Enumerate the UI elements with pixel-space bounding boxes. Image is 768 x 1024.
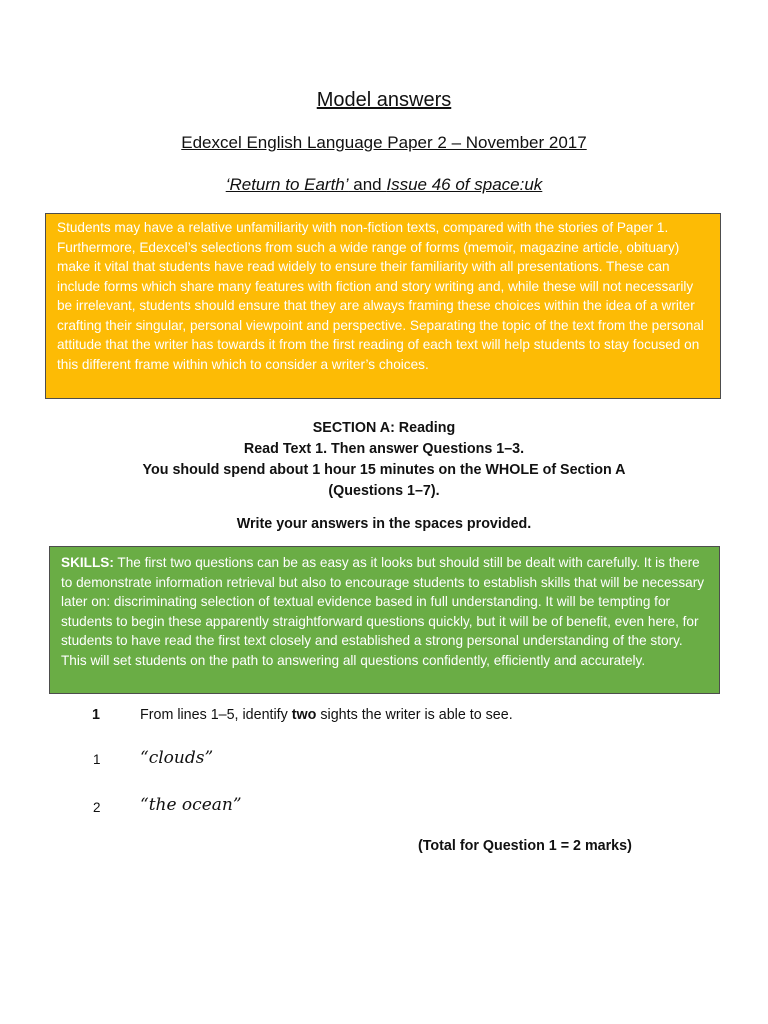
question-text-before: From lines 1–5, identify (140, 707, 292, 723)
question-text (140, 707, 513, 723)
question-text-bold: two (291, 707, 317, 723)
intro-note-text: Students may have a relative unfamiliarity with non-fiction texts, compared with the stories of Paper 1. Furthermore, Edexcel’s selections from such a wide range of forms (memoir, magazine article, obituary) make it vital that students have read widely to ensure their familiarity with all presentations. These can include forms which share many features with fiction and story writing and, while these will not necessarily be irrelevant, students should ensure that they are always framing these choices within the idea of a writer crafting their singular, personal viewpoint and perspective. Separating the topic of the text from the personal attitude that the writer has towards it from the first reading of each text will help students to stay focused on this different frame within which to consider a writer’s choices. (57, 220, 704, 372)
intro-note-box (45, 213, 721, 399)
question-text-after: sights the writer is able to see. (316, 707, 513, 723)
page-title: Model answers (316, 89, 452, 111)
question-number: 1 (92, 707, 100, 723)
text1-title: ‘Return to Earth’ (225, 175, 349, 194)
answer-text: “the ocean” (140, 795, 242, 815)
texts-and: and (348, 175, 387, 194)
section-time-note: You should spend about 1 hour 15 minutes on the WHOLE of Section A (142, 462, 626, 478)
paper-subtitle: Edexcel English Language Paper 2 – November 2017 (181, 133, 587, 152)
text2-title: Issue 46 of space:uk (386, 175, 543, 194)
section-a-heading-block (0, 418, 768, 502)
answer-number: 1 (93, 752, 101, 767)
skills-label: SKILLS: (61, 555, 114, 570)
question-total-marks: (Total for Question 1 = 2 marks) (418, 838, 632, 854)
texts-line (0, 175, 768, 195)
section-instruction: Read Text 1. Then answer Questions 1–3. (243, 441, 525, 457)
answer-text: “clouds” (140, 748, 214, 768)
section-heading: SECTION A: Reading (312, 420, 456, 436)
skills-box (49, 546, 720, 694)
answer-number: 2 (93, 800, 101, 815)
skills-text: The first two questions can be as easy as it looks but should still be dealt with carefully. It is there to demonstrate information retrieval but also to encourage students to establish skills that will be necessary later on: discriminating selection of textual evidence based in full understanding. It will be tempting for students to begin these apparently straightforward questions quickly, but it will be of benefit, even here, for students to have read the first text closely and established a strong personal understanding of the story. This will set students on the path to answering all questions confidently, efficiently and accurately. (61, 555, 705, 668)
write-answers-note: Write your answers in the spaces provided. (236, 516, 532, 532)
section-questions-range: (Questions 1–7). (328, 483, 440, 499)
